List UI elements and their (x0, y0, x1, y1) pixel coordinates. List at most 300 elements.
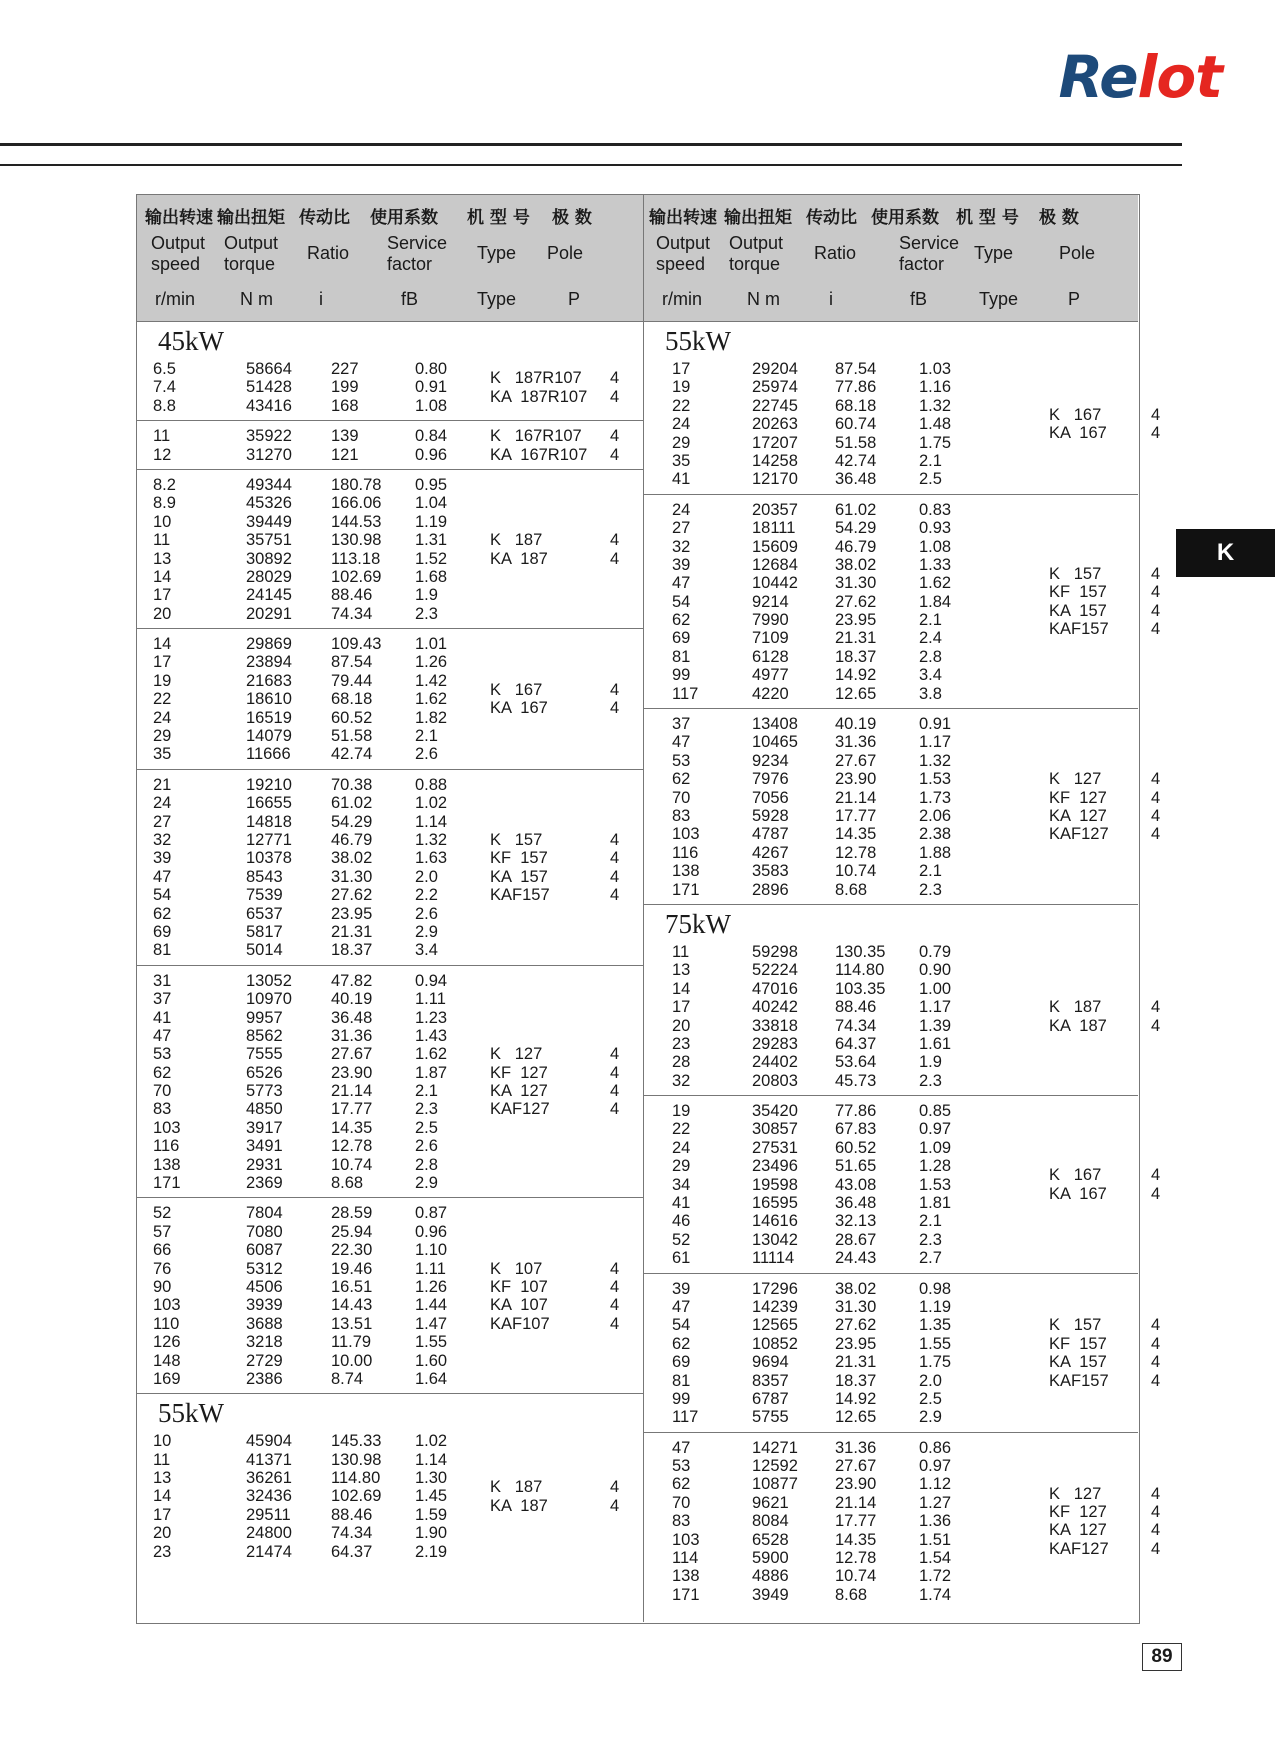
table-row (672, 593, 1009, 611)
service-factor-cell: 1.53 (919, 1175, 952, 1194)
service-factor-cell: 1.44 (415, 1296, 448, 1315)
pole-cell: 4 (610, 867, 620, 886)
table-row (153, 360, 490, 378)
service-factor-cell: 0.79 (919, 942, 952, 961)
pole-cell: 4 (1151, 1539, 1161, 1558)
speed-cell: 53 (672, 1457, 691, 1476)
type-cell: KF 157 (1049, 583, 1107, 602)
header-unit-label: P (1068, 289, 1081, 309)
table-row (672, 397, 1009, 415)
type-cell: K 157 (1049, 1316, 1102, 1335)
speed-cell: 70 (672, 1493, 691, 1512)
table-row (153, 1241, 490, 1259)
group-values (137, 776, 490, 960)
service-factor-cell: 1.31 (415, 531, 448, 550)
speed-cell: 62 (672, 1334, 691, 1353)
type-cell: K 187 (490, 1478, 543, 1497)
service-factor-cell: 1.39 (919, 1016, 952, 1035)
table-row (672, 1512, 1009, 1530)
table-row (672, 1120, 1009, 1138)
speed-cell: 57 (153, 1222, 172, 1241)
header-unit-label: P (568, 289, 581, 309)
service-factor-cell: 0.94 (415, 971, 448, 990)
table-row (672, 1072, 1009, 1090)
torque-cell: 5928 (752, 806, 789, 825)
speed-cell: 81 (672, 647, 691, 666)
type-row (1049, 1316, 1160, 1334)
type-row (490, 1082, 643, 1100)
speed-cell: 8.8 (153, 396, 176, 415)
table-row (153, 709, 490, 727)
ratio-cell: 36.48 (331, 1008, 373, 1027)
torque-cell: 10465 (752, 733, 798, 752)
torque-cell: 14616 (752, 1212, 798, 1231)
speed-cell: 20 (153, 1524, 172, 1543)
table-row (672, 501, 1009, 519)
service-factor-cell: 1.52 (415, 549, 448, 568)
service-factor-cell: 1.74 (919, 1585, 952, 1604)
header-en-line: Type (477, 243, 517, 263)
gear-group (137, 420, 643, 469)
header-cn-label: 输出扭矩 (217, 208, 285, 228)
torque-cell: 3688 (246, 1314, 283, 1333)
torque-cell: 8357 (752, 1371, 789, 1390)
group-types (490, 531, 643, 568)
torque-cell: 2931 (246, 1155, 283, 1174)
torque-cell: 5312 (246, 1259, 283, 1278)
torque-cell: 43416 (246, 396, 292, 415)
torque-cell: 8084 (752, 1512, 789, 1531)
header-cn-label: 使用系数 (871, 208, 939, 228)
ratio-cell: 68.18 (835, 396, 877, 415)
service-factor-cell: 2.5 (415, 1118, 438, 1137)
speed-cell: 171 (672, 1585, 700, 1604)
table-row (672, 1586, 1009, 1604)
ratio-cell: 28.59 (331, 1204, 373, 1223)
pole-cell: 4 (610, 1478, 620, 1497)
speed-cell: 39 (153, 849, 172, 868)
gear-group (137, 965, 643, 1198)
type-row (490, 1260, 643, 1278)
table-row (672, 825, 1009, 843)
type-cell: KA 167R107 (490, 445, 588, 464)
torque-cell: 7056 (752, 788, 789, 807)
ratio-cell: 31.30 (835, 1297, 877, 1316)
speed-cell: 11 (153, 427, 171, 446)
service-factor-cell: 2.1 (919, 451, 942, 470)
ratio-cell: 54.29 (331, 812, 373, 831)
speed-cell: 81 (153, 941, 172, 960)
torque-cell: 10442 (752, 574, 798, 593)
ratio-cell: 13.51 (331, 1314, 373, 1333)
table-row (672, 648, 1009, 666)
torque-cell: 23894 (246, 653, 292, 672)
ratio-cell: 27.67 (835, 751, 877, 770)
service-factor-cell: 0.95 (415, 475, 448, 494)
group-types (1009, 1316, 1160, 1390)
torque-cell: 21474 (246, 1542, 292, 1561)
type-row (490, 831, 643, 849)
table-row (153, 923, 490, 941)
torque-cell: 15609 (752, 537, 798, 556)
table-row (153, 586, 490, 604)
ratio-cell: 23.95 (835, 611, 877, 630)
type-row (1049, 1017, 1160, 1035)
type-cell: K 157 (1049, 565, 1102, 584)
torque-cell: 20803 (752, 1071, 798, 1090)
service-factor-cell: 1.59 (415, 1505, 448, 1524)
torque-cell: 4977 (752, 666, 789, 685)
table-row (153, 1506, 490, 1524)
pole-cell: 4 (1151, 405, 1161, 424)
speed-cell: 83 (672, 806, 691, 825)
gear-group (644, 1432, 1161, 1610)
service-factor-cell: 1.32 (919, 396, 952, 415)
ratio-cell: 88.46 (331, 586, 373, 605)
speed-cell: 76 (153, 1259, 172, 1278)
header-en-label (974, 243, 1013, 264)
type-row (490, 550, 643, 568)
speed-cell: 114 (672, 1549, 699, 1568)
service-factor-cell: 2.3 (919, 1230, 942, 1249)
speed-cell: 83 (672, 1512, 691, 1531)
speed-cell: 117 (672, 684, 699, 703)
table-row (672, 1102, 1009, 1120)
power-rating: 45kW (158, 326, 224, 356)
ratio-cell: 64.37 (331, 1542, 373, 1561)
speed-cell: 62 (672, 1475, 691, 1494)
ratio-cell: 16.51 (331, 1277, 373, 1296)
speed-cell: 116 (153, 1137, 180, 1156)
torque-cell: 7990 (752, 611, 789, 630)
torque-cell: 4787 (752, 825, 789, 844)
torque-cell: 24800 (246, 1524, 292, 1543)
table-row (672, 998, 1009, 1016)
ratio-cell: 21.31 (331, 922, 373, 941)
table-row (672, 1035, 1009, 1053)
torque-cell: 7976 (752, 770, 789, 789)
torque-cell: 13408 (752, 715, 798, 734)
torque-cell: 35420 (752, 1102, 798, 1121)
group-types (1009, 406, 1160, 443)
service-factor-cell: 1.62 (415, 1045, 448, 1064)
ratio-cell: 87.54 (331, 653, 373, 672)
service-factor-cell: 2.3 (415, 604, 438, 623)
ratio-cell: 17.77 (835, 1512, 877, 1531)
torque-cell: 9214 (752, 592, 789, 611)
header-en-line: speed (151, 254, 201, 274)
pole-cell: 4 (610, 445, 620, 464)
speed-cell: 53 (153, 1045, 172, 1064)
type-row (1049, 1372, 1160, 1390)
service-factor-cell: 0.96 (415, 445, 448, 464)
torque-cell: 13042 (752, 1230, 798, 1249)
service-factor-cell: 0.87 (415, 1204, 448, 1223)
service-factor-cell: 0.93 (919, 519, 952, 538)
table-row (153, 745, 490, 763)
speed-cell: 31 (153, 971, 172, 990)
ratio-cell: 88.46 (331, 1505, 373, 1524)
ratio-cell: 31.30 (331, 867, 373, 886)
type-cell: K 127 (1049, 770, 1102, 789)
speed-cell: 29 (153, 727, 172, 746)
group-values (137, 476, 490, 623)
torque-cell: 24402 (752, 1053, 798, 1072)
type-row (1049, 406, 1160, 424)
service-factor-cell: 2.6 (415, 1137, 438, 1156)
ratio-cell: 88.46 (835, 998, 877, 1017)
torque-cell: 31270 (246, 445, 292, 464)
ratio-cell: 77.86 (835, 378, 877, 397)
torque-cell: 4220 (752, 684, 789, 703)
ratio-cell: 18.37 (835, 1371, 877, 1390)
torque-cell: 47016 (752, 979, 798, 998)
type-row (1049, 789, 1160, 807)
torque-cell: 24145 (246, 586, 292, 605)
type-cell: KAF107 (490, 1314, 550, 1333)
group-values (644, 1102, 1009, 1268)
speed-cell: 171 (153, 1174, 181, 1193)
service-factor-cell: 0.91 (919, 715, 952, 734)
speed-cell: 47 (153, 867, 172, 886)
service-factor-cell: 1.35 (919, 1316, 952, 1335)
speed-cell: 69 (672, 629, 691, 648)
header-en-line: Pole (547, 243, 584, 263)
speed-cell: 62 (672, 611, 691, 630)
service-factor-cell: 1.82 (415, 708, 448, 727)
ratio-cell: 227 (331, 360, 359, 378)
type-cell: KA 167 (490, 699, 548, 718)
table-row (153, 727, 490, 745)
type-cell: KF 127 (490, 1063, 548, 1082)
header-cn-label: 机 型 号 (956, 208, 1019, 228)
torque-cell: 3218 (246, 1333, 283, 1352)
table-row (153, 1278, 490, 1296)
ratio-cell: 68.18 (331, 690, 373, 709)
table-row (672, 1053, 1009, 1071)
table-row (672, 881, 1009, 899)
service-factor-cell: 1.17 (919, 733, 952, 752)
table-row (153, 1370, 490, 1388)
speed-cell: 34 (672, 1175, 691, 1194)
header-cn-label: 使用系数 (370, 208, 438, 228)
header-en-label (307, 243, 349, 264)
torque-cell: 32436 (246, 1487, 292, 1506)
type-row (490, 1497, 643, 1515)
torque-cell: 35922 (246, 427, 292, 446)
ratio-cell: 10.00 (331, 1351, 373, 1370)
table-row (672, 1212, 1009, 1230)
ratio-cell: 144.53 (331, 512, 382, 531)
type-row (1049, 770, 1160, 788)
header-unit-label: N m (240, 289, 273, 309)
speed-cell: 103 (153, 1118, 181, 1137)
ratio-cell: 36.48 (835, 470, 877, 489)
table-row (672, 611, 1009, 629)
service-factor-cell: 2.1 (919, 862, 942, 881)
torque-cell: 52224 (752, 961, 798, 980)
speed-cell: 70 (153, 1082, 172, 1101)
ratio-cell: 79.44 (331, 671, 373, 690)
type-row (1049, 1166, 1160, 1184)
ratio-cell: 11.79 (331, 1333, 372, 1352)
power-section (644, 322, 1161, 905)
type-row (490, 1278, 643, 1296)
table-row (153, 605, 490, 623)
header-en-label (1059, 243, 1095, 264)
speed-cell: 29 (672, 1157, 691, 1176)
torque-cell: 6537 (246, 904, 283, 923)
pole-cell: 4 (610, 1063, 620, 1082)
ratio-cell: 70.38 (331, 775, 373, 794)
torque-cell: 17296 (752, 1279, 798, 1298)
pole-cell: 4 (1151, 998, 1161, 1017)
torque-cell: 12771 (246, 830, 292, 849)
service-factor-cell: 1.53 (919, 770, 952, 789)
group-types (490, 1478, 643, 1515)
service-factor-cell: 1.47 (415, 1314, 448, 1333)
service-factor-cell: 2.4 (919, 629, 942, 648)
speed-cell: 21 (153, 775, 172, 794)
type-cell: K 127 (490, 1045, 543, 1064)
table-row (672, 1298, 1009, 1316)
table-row (672, 685, 1009, 703)
speed-cell: 52 (153, 1204, 172, 1223)
speed-cell: 19 (153, 671, 172, 690)
torque-cell: 45326 (246, 494, 292, 513)
type-cell: K 107 (490, 1259, 543, 1278)
table-row (153, 831, 490, 849)
type-row (1049, 807, 1160, 825)
torque-cell: 25974 (752, 378, 798, 397)
table-row (153, 941, 490, 959)
pole-cell: 4 (610, 549, 620, 568)
speed-cell: 138 (672, 862, 700, 881)
pole-cell: 4 (1151, 424, 1161, 443)
table-row (153, 990, 490, 1008)
speed-cell: 62 (672, 770, 691, 789)
speed-cell: 39 (672, 1279, 691, 1298)
service-factor-cell: 1.43 (415, 1026, 448, 1045)
speed-cell: 14 (672, 979, 691, 998)
service-factor-cell: 1.62 (919, 574, 952, 593)
pole-cell: 4 (610, 1296, 620, 1315)
type-row (1049, 583, 1160, 601)
group-types (1009, 1166, 1160, 1203)
speed-cell: 99 (672, 666, 691, 685)
ratio-cell: 139 (331, 427, 359, 446)
speed-cell: 47 (672, 1297, 691, 1316)
type-cell: K 167 (490, 681, 543, 700)
service-factor-cell: 0.90 (919, 961, 952, 980)
table-row (153, 653, 490, 671)
ratio-cell: 74.34 (331, 604, 373, 623)
pole-cell: 4 (1151, 620, 1161, 639)
table-row (153, 1100, 490, 1118)
type-row (1049, 565, 1160, 583)
type-row (490, 1315, 643, 1333)
relot-logo (1058, 43, 1222, 111)
ratio-cell: 14.43 (331, 1296, 373, 1315)
ratio-cell: 166.06 (331, 494, 382, 513)
table-row (153, 868, 490, 886)
header-cn-label: 传动比 (806, 208, 857, 228)
ratio-cell: 145.33 (331, 1432, 382, 1451)
header-en-label (729, 233, 783, 275)
section-tab-k[interactable]: K (1176, 529, 1275, 577)
type-row (1049, 602, 1160, 620)
torque-cell: 35751 (246, 531, 292, 550)
torque-cell: 11114 (752, 1249, 795, 1268)
ratio-cell: 47.82 (331, 971, 373, 990)
group-values (137, 1204, 490, 1388)
type-row (490, 1064, 643, 1082)
header-en-line: factor (387, 254, 433, 274)
speed-cell: 66 (153, 1241, 172, 1260)
header-en-line: Pole (1059, 243, 1096, 263)
service-factor-cell: 2.19 (415, 1542, 448, 1561)
type-cell: KA 157 (490, 867, 548, 886)
service-factor-cell: 1.11 (415, 990, 446, 1009)
ratio-cell: 168 (331, 396, 359, 415)
table-row (672, 844, 1009, 862)
speed-cell: 23 (153, 1542, 172, 1561)
ratio-cell: 61.02 (331, 794, 373, 813)
pole-cell: 4 (610, 369, 620, 388)
type-cell: KF 127 (1049, 1503, 1107, 1522)
service-factor-cell: 0.96 (415, 1222, 448, 1241)
pole-cell: 4 (610, 1082, 620, 1101)
type-row (1049, 620, 1160, 638)
type-row (1049, 1540, 1160, 1558)
header-en-line: Ratio (814, 243, 857, 263)
speed-cell: 62 (153, 1063, 172, 1082)
gear-group (137, 1197, 643, 1393)
torque-cell: 4850 (246, 1100, 283, 1119)
group-values (644, 1280, 1009, 1427)
torque-cell: 30857 (752, 1120, 798, 1139)
speed-cell: 32 (153, 830, 172, 849)
speed-cell: 10 (153, 512, 172, 531)
table-row (672, 862, 1009, 880)
table-row (672, 752, 1009, 770)
speed-cell: 14 (153, 1487, 172, 1506)
ratio-cell: 60.52 (835, 1138, 877, 1157)
torque-cell: 33818 (752, 1016, 798, 1035)
service-factor-cell: 1.61 (919, 1034, 952, 1053)
type-cell: KA 187R107 (490, 387, 588, 406)
torque-cell: 20263 (752, 415, 798, 434)
table-row (153, 672, 490, 690)
table-row (153, 1204, 490, 1222)
speed-cell: 126 (153, 1333, 181, 1352)
speed-cell: 138 (153, 1155, 181, 1174)
table-row (153, 1524, 490, 1542)
service-factor-cell: 1.19 (919, 1297, 952, 1316)
header-en-label (814, 243, 856, 264)
speed-cell: 90 (153, 1277, 172, 1296)
service-factor-cell: 1.87 (415, 1063, 448, 1082)
header-en-label (656, 233, 710, 275)
speed-cell: 32 (672, 1071, 691, 1090)
torque-cell: 12684 (752, 555, 798, 574)
type-cell: KA 107 (490, 1296, 548, 1315)
pole-cell: 4 (610, 387, 620, 406)
service-factor-cell: 1.64 (415, 1369, 448, 1388)
group-values (137, 1432, 490, 1561)
ratio-cell: 21.14 (835, 788, 877, 807)
ratio-cell: 24.43 (835, 1249, 877, 1268)
